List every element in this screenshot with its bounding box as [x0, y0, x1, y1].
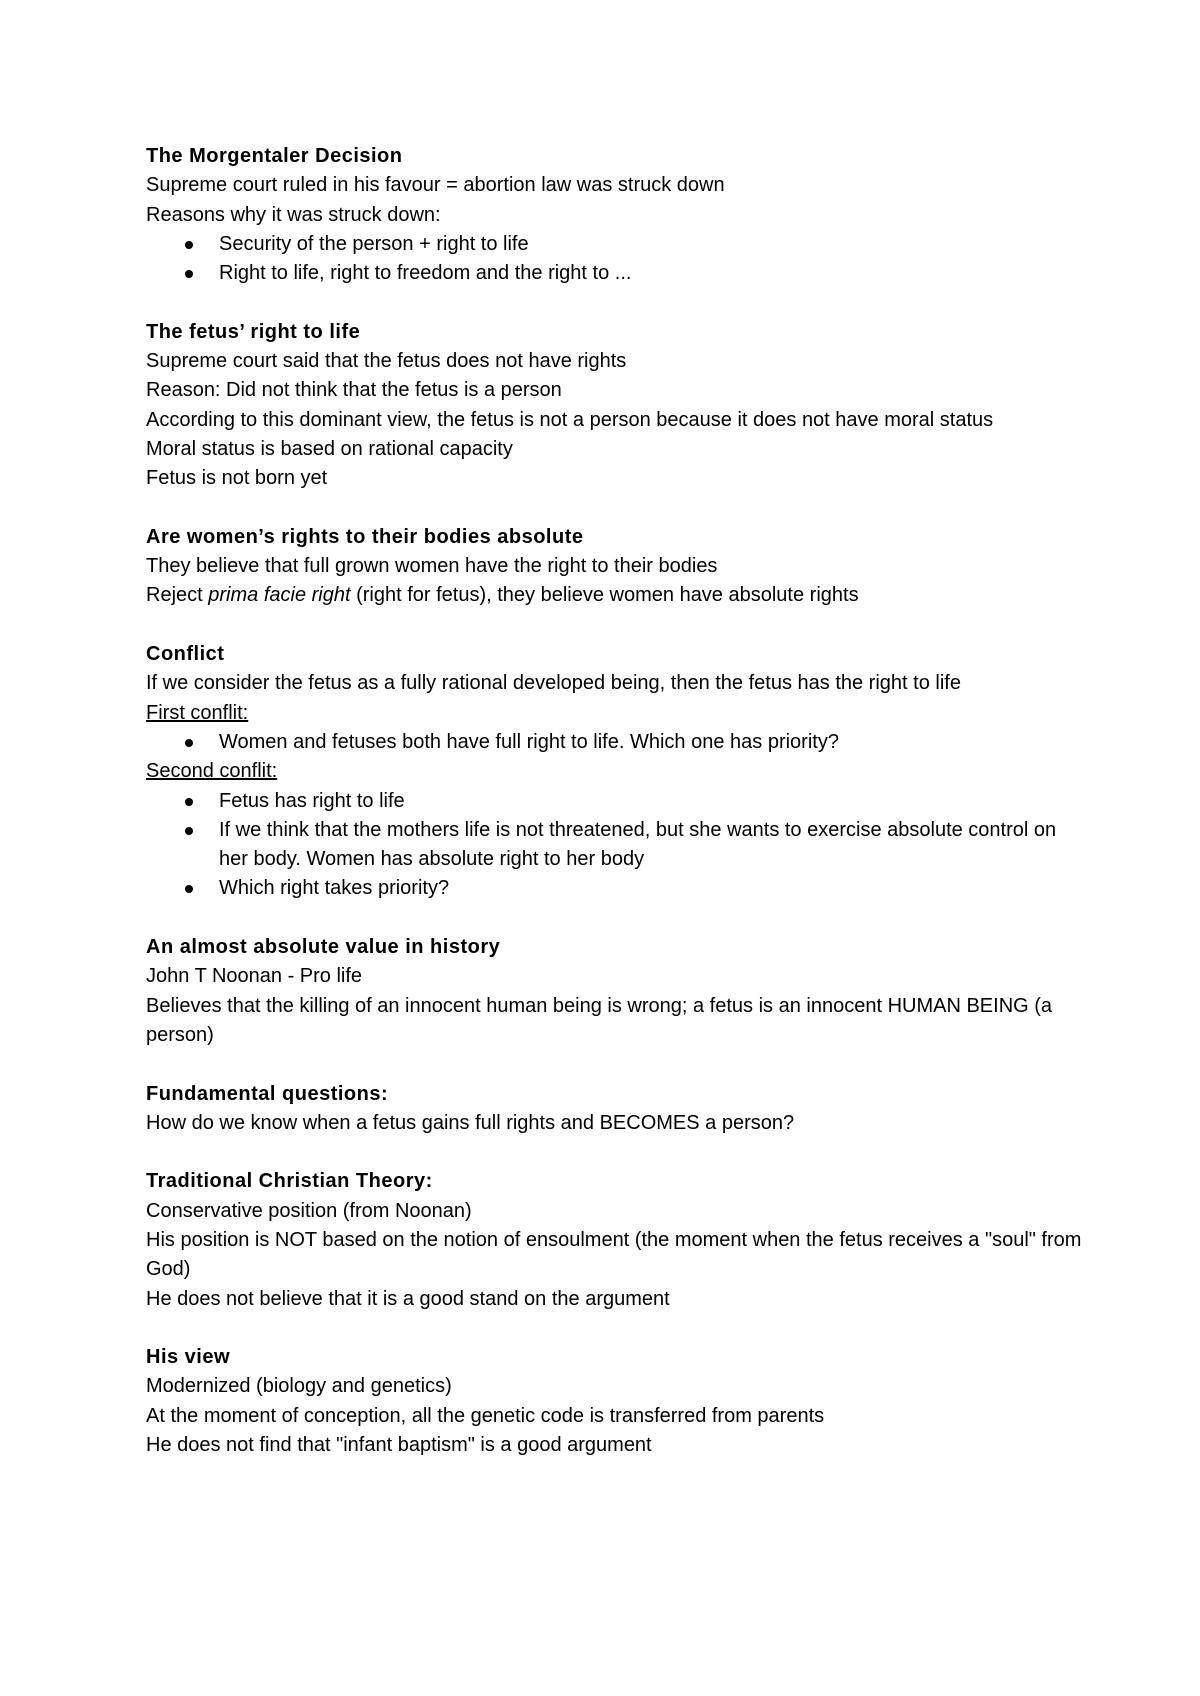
text-line: Believes that the killing of an innocent human being is wrong; a fetus is an innocent HUMAN BEING (a person)	[146, 994, 1053, 1046]
section-fundamental-questions	[146, 1080, 1086, 1139]
text-line: He does not find that "infant baptism" is a good argument	[146, 1434, 652, 1457]
section-almost-absolute	[146, 933, 1086, 1050]
section-heading: His view	[146, 1346, 231, 1369]
list-item: If we think that the mothers life is not threatened, but she wants to exercise absolute control on her body. Women has absolute right to her body	[146, 816, 1086, 875]
text-line: Moral status is based on rational capacity	[146, 437, 513, 460]
section-his-view	[146, 1343, 1086, 1460]
text-line: Reason: Did not think that the fetus is a person	[146, 379, 562, 402]
section-heading: The fetus’ right to life	[146, 320, 361, 343]
italic-term: prima facie right	[208, 584, 351, 607]
text-line: Modernized (biology and genetics)	[146, 1375, 452, 1398]
list-item: Fetus has right to life	[146, 787, 1086, 816]
text-line: He does not believe that it is a good stand on the argument	[146, 1287, 670, 1310]
section-heading: The Morgentaler Decision	[146, 145, 403, 167]
section-womens-rights	[146, 523, 1086, 611]
text-line: His position is NOT based on the notion of ensoulment (the moment when the fetus receives a "soul" from God)	[146, 1228, 1082, 1281]
text-line: Fetus is not born yet	[146, 467, 328, 490]
text-line: John T Noonan - Pro life	[146, 965, 363, 988]
list-item: Right to life, right to freedom and the right to ...	[146, 259, 1086, 288]
list-item: Security of the person + right to life	[146, 230, 1086, 259]
document-page	[146, 142, 1086, 1490]
sub-label-second-conflict: Second conflit:	[146, 760, 278, 783]
text-line: Conservative position (from Noonan)	[146, 1199, 472, 1222]
section-heading: Are women’s rights to their bodies absolute	[146, 525, 584, 548]
sub-label-first-conflict: First conflit:	[146, 701, 249, 724]
section-heading: An almost absolute value in history	[146, 936, 501, 959]
section-christian-theory	[146, 1167, 1086, 1313]
text-line: Supreme court ruled in his favour = abortion law was struck down	[146, 174, 725, 197]
text-fragment: Reject	[146, 584, 209, 607]
section-morgentaler	[146, 142, 1086, 288]
text-line	[146, 581, 1086, 610]
text-line: If we consider the fetus as a fully rational developed being, then the fetus has the right to life	[146, 672, 961, 695]
text-fragment: (right for fetus), they believe women have absolute rights	[350, 584, 859, 607]
section-fetus-right	[146, 318, 1086, 494]
text-line: They believe that full grown women have the right to their bodies	[146, 555, 718, 578]
text-line: Reasons why it was struck down:	[146, 203, 441, 226]
bullet-list	[146, 728, 1086, 757]
list-item: Which right takes priority?	[146, 874, 1086, 903]
section-heading: Fundamental questions:	[146, 1082, 389, 1105]
text-line: Supreme court said that the fetus does not have rights	[146, 350, 627, 373]
text-line: At the moment of conception, all the genetic code is transferred from parents	[146, 1404, 825, 1427]
list-item: Women and fetuses both have full right to life. Which one has priority?	[146, 728, 1086, 757]
section-heading: Traditional Christian Theory:	[146, 1170, 433, 1193]
section-conflict	[146, 640, 1086, 904]
bullet-list	[146, 230, 1086, 289]
text-line: According to this dominant view, the fetus is not a person because it does not have moral status	[146, 408, 994, 431]
text-line: How do we know when a fetus gains full rights and BECOMES a person?	[146, 1111, 795, 1134]
bullet-list	[146, 787, 1086, 904]
section-heading: Conflict	[146, 643, 225, 666]
